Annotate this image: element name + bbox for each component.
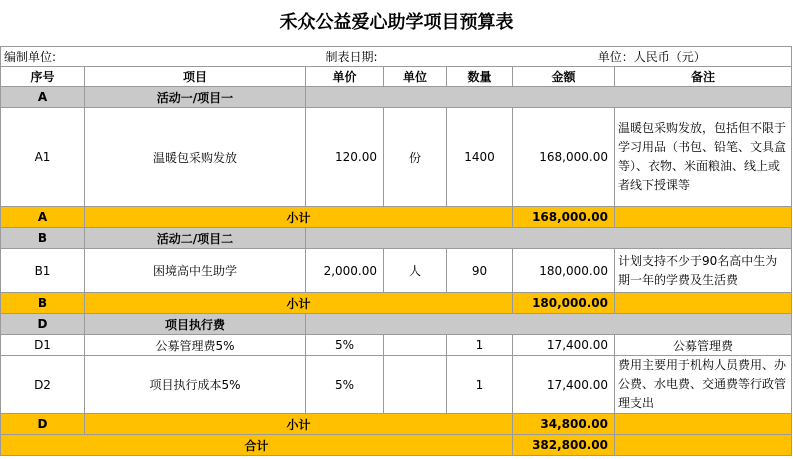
row-item[interactable]: 公募管理费5%	[85, 335, 306, 356]
subtotal-code: D	[1, 414, 85, 435]
row-note[interactable]: 费用主要用于机构人员费用、办公费、水电费、交通费等行政管理支出	[615, 356, 792, 414]
subtotal-row-b	[1, 293, 792, 314]
subtotal-label: 小计	[85, 293, 513, 314]
subtotal-code: B	[1, 293, 85, 314]
section-row-d	[1, 314, 792, 335]
row-qty[interactable]: 1	[447, 356, 513, 414]
header-unit: 单位	[384, 67, 447, 87]
unit-value[interactable]	[85, 47, 306, 67]
section-row-b	[1, 228, 792, 249]
row-price[interactable]: 5%	[306, 335, 384, 356]
subtotal-amount[interactable]: 168,000.00	[513, 207, 615, 228]
row-price[interactable]: 120.00	[306, 108, 384, 207]
row-amount[interactable]: 180,000.00	[513, 249, 615, 293]
row-amount[interactable]: 17,400.00	[513, 335, 615, 356]
subtotal-label: 小计	[85, 207, 513, 228]
header-amount: 金额	[513, 67, 615, 87]
subtotal-amount[interactable]: 34,800.00	[513, 414, 615, 435]
table-row	[1, 335, 792, 356]
subtotal-amount[interactable]: 180,000.00	[513, 293, 615, 314]
total-label: 合计	[1, 435, 513, 456]
header-qty: 数量	[447, 67, 513, 87]
header-item: 项目	[85, 67, 306, 87]
header-price: 单价	[306, 67, 384, 87]
row-code[interactable]: A1	[1, 108, 85, 207]
row-code[interactable]: D1	[1, 335, 85, 356]
row-note[interactable]: 计划支持不少于90名高中生为期一年的学费及生活费	[615, 249, 792, 293]
table-row	[1, 249, 792, 293]
row-item[interactable]: 温暖包采购发放	[85, 108, 306, 207]
unit-label: 编制单位:	[1, 47, 85, 67]
date-label: 制表日期:	[306, 47, 384, 67]
row-code[interactable]: D2	[1, 356, 85, 414]
total-amount[interactable]: 382,800.00	[513, 435, 615, 456]
row-amount[interactable]: 168,000.00	[513, 108, 615, 207]
row-qty[interactable]: 90	[447, 249, 513, 293]
row-price[interactable]: 5%	[306, 356, 384, 414]
row-unit[interactable]	[384, 335, 447, 356]
row-unit[interactable]	[384, 356, 447, 414]
table-row	[1, 356, 792, 414]
row-note[interactable]: 公募管理费	[615, 335, 792, 356]
row-unit[interactable]: 份	[384, 108, 447, 207]
header-code: 序号	[1, 67, 85, 87]
section-code: B	[1, 228, 85, 249]
section-name: 活动一/项目一	[85, 87, 306, 108]
row-price[interactable]: 2,000.00	[306, 249, 384, 293]
meta-row	[1, 47, 792, 67]
date-value[interactable]	[384, 47, 447, 67]
table-row	[1, 108, 792, 207]
budget-table	[0, 46, 792, 456]
row-unit[interactable]: 人	[384, 249, 447, 293]
row-item[interactable]: 困境高中生助学	[85, 249, 306, 293]
section-code: D	[1, 314, 85, 335]
subtotal-label: 小计	[85, 414, 513, 435]
header-row	[1, 67, 792, 87]
sheet-title: 禾众公益爱心助学项目预算表	[279, 12, 514, 33]
currency-label: 单位：人民币（元）	[513, 47, 792, 67]
subtotal-code: A	[1, 207, 85, 228]
header-note: 备注	[615, 67, 792, 87]
section-code: A	[1, 87, 85, 108]
subtotal-row-a	[1, 207, 792, 228]
row-qty[interactable]: 1	[447, 335, 513, 356]
row-qty[interactable]: 1400	[447, 108, 513, 207]
section-name: 项目执行费	[85, 314, 306, 335]
row-item[interactable]: 项目执行成本5%	[85, 356, 306, 414]
total-row	[1, 435, 792, 456]
subtotal-row-d	[1, 414, 792, 435]
section-name: 活动二/项目二	[85, 228, 306, 249]
row-amount[interactable]: 17,400.00	[513, 356, 615, 414]
section-row-a	[1, 87, 792, 108]
row-note[interactable]: 温暖包采购发放，包括但不限于学习用品（书包、铅笔、文具盒等）、衣物、米面粮油、线上或者线下授课等	[615, 108, 792, 207]
row-code[interactable]: B1	[1, 249, 85, 293]
